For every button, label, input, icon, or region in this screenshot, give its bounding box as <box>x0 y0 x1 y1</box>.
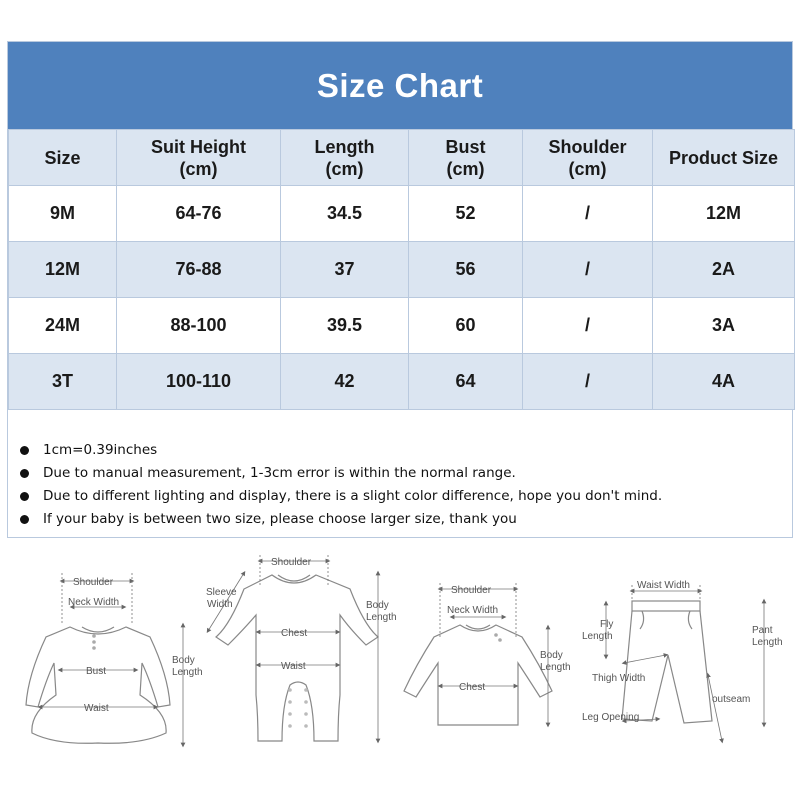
note-item: Due to manual measurement, 1-3cm error is within the normal range. <box>18 462 792 485</box>
dress-waist-label: Waist <box>84 703 109 714</box>
pants-thigh-width-label: Thigh Width <box>592 673 646 684</box>
dress-body-length-label-2: Length <box>172 667 203 678</box>
pants-diagram <box>622 601 712 723</box>
cell-size: 3T <box>9 354 117 410</box>
cell-suit-height: 88-100 <box>117 298 281 354</box>
cell-suit-height: 100-110 <box>117 354 281 410</box>
romper-sleeve-width-label-1: Sleeve <box>206 587 237 598</box>
cell-suit-height: 76-88 <box>117 242 281 298</box>
cell-length: 34.5 <box>281 186 409 242</box>
cell-size: 9M <box>9 186 117 242</box>
cell-bust: 56 <box>409 242 523 298</box>
measurement-diagrams <box>0 545 800 800</box>
table-row <box>9 354 795 410</box>
cell-shoulder: / <box>523 242 653 298</box>
cell-size: 24M <box>9 298 117 354</box>
cell-shoulder: / <box>523 298 653 354</box>
pants-waist-width-label: Waist Width <box>637 580 690 591</box>
cell-size: 12M <box>9 242 117 298</box>
header-product-size: Product Size <box>653 130 795 186</box>
cell-shoulder: / <box>523 354 653 410</box>
cell-length: 37 <box>281 242 409 298</box>
cell-product-size: 2A <box>653 242 795 298</box>
bullet-icon <box>20 446 29 455</box>
romper-body-length-label-2: Length <box>366 612 397 623</box>
cell-length: 39.5 <box>281 298 409 354</box>
shirt-body-length-label-2: Length <box>540 662 571 673</box>
cell-product-size: 4A <box>653 354 795 410</box>
pants-leg-opening-label: Leg Opening <box>582 712 640 723</box>
shirt-diagram <box>404 625 552 725</box>
romper-waist-label: Waist <box>281 661 306 672</box>
header-bust: Bust (cm) <box>409 130 523 186</box>
cell-suit-height: 64-76 <box>117 186 281 242</box>
dress-diagram <box>26 627 170 743</box>
header-length: Length (cm) <box>281 130 409 186</box>
dress-body-length-label-1: Body <box>172 655 195 666</box>
diagrams-svg <box>0 545 800 800</box>
shirt-shoulder-label: Shoulder <box>451 585 492 596</box>
title-bar <box>8 42 792 129</box>
pants-pant-length-label-2: Length <box>752 637 783 648</box>
page-title: Size Chart <box>316 66 484 104</box>
cell-product-size: 12M <box>653 186 795 242</box>
notes <box>8 431 792 531</box>
cell-bust: 52 <box>409 186 523 242</box>
romper-sleeve-width-label-2: Width <box>207 599 233 610</box>
cell-shoulder: / <box>523 186 653 242</box>
bullet-icon <box>20 515 29 524</box>
size-table <box>8 129 795 410</box>
pants-pant-length-label-1: Pant <box>752 625 773 636</box>
table-row <box>9 298 795 354</box>
shirt-body-length-label-1: Body <box>540 650 563 661</box>
dress-shoulder-label: Shoulder <box>73 577 114 588</box>
romper-body-length-label-1: Body <box>366 600 389 611</box>
dress-bust-label: Bust <box>86 666 107 677</box>
bullet-icon <box>20 492 29 501</box>
romper-shoulder-label: Shoulder <box>271 557 312 568</box>
note-item: 1cm=0.39inches <box>18 439 792 462</box>
shirt-neck-width-label: Neck Width <box>447 605 499 616</box>
header-suit-height: Suit Height (cm) <box>117 130 281 186</box>
dress-neck-width-label: Neck Width <box>68 597 120 608</box>
note-item: Due to different lighting and display, there is a slight color difference, hope you don't mind. <box>18 485 792 508</box>
pants-outseam-label: outseam <box>712 694 751 705</box>
shirt-chest-label: Chest <box>459 682 486 693</box>
cell-product-size: 3A <box>653 298 795 354</box>
table-row <box>9 186 795 242</box>
table-header-row <box>9 130 795 186</box>
romper-chest-label: Chest <box>281 628 308 639</box>
note-item: If your baby is between two size, please choose larger size, thank you <box>18 508 792 531</box>
pants-fly-length-label-2: Length <box>582 631 613 642</box>
cell-bust: 64 <box>409 354 523 410</box>
cell-length: 42 <box>281 354 409 410</box>
bullet-icon <box>20 469 29 478</box>
size-chart <box>7 41 793 538</box>
pants-fly-length-label-1: Fly <box>600 619 614 630</box>
header-shoulder: Shoulder (cm) <box>523 130 653 186</box>
cell-bust: 60 <box>409 298 523 354</box>
romper-diagram <box>216 575 378 741</box>
header-size: Size <box>9 130 117 186</box>
table-row <box>9 242 795 298</box>
